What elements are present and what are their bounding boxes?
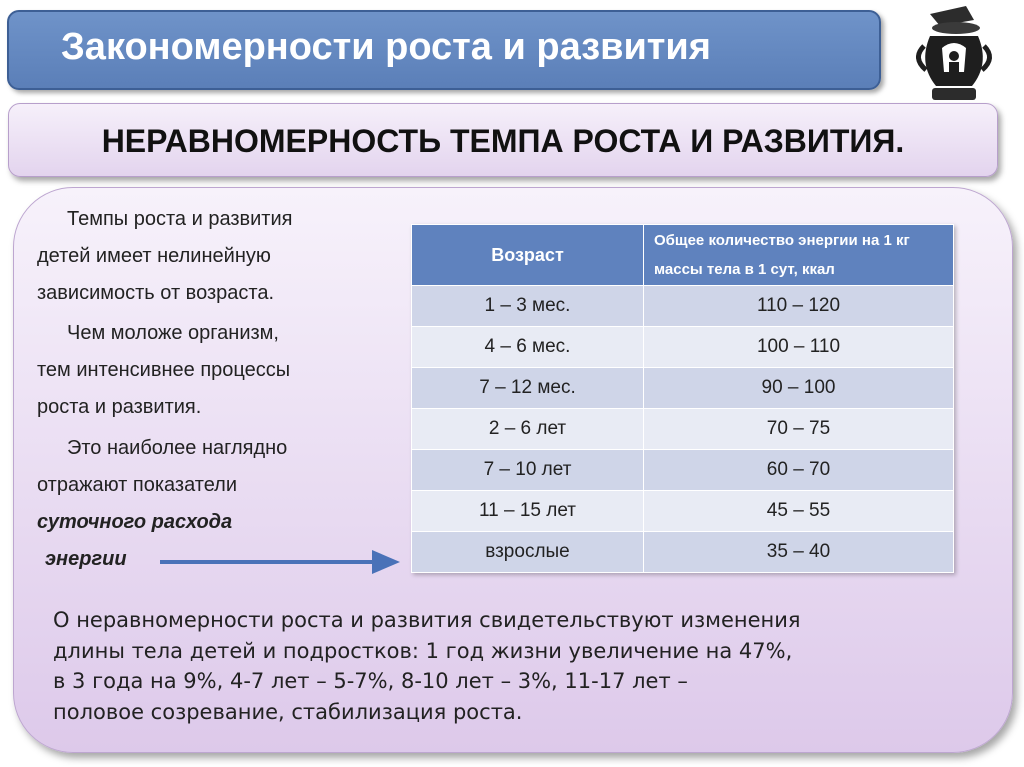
text-line: тем интенсивнее процессы (37, 359, 291, 381)
title-bar (7, 10, 881, 90)
table-row (412, 532, 954, 573)
cell-energy: 90 – 100 (644, 368, 954, 409)
text-line: зависимость от возраста. (37, 282, 275, 304)
page-title: Закономерности роста и развития (61, 26, 711, 68)
subtitle-banner (8, 103, 998, 177)
cell-energy: 70 – 75 (644, 409, 954, 450)
text-line: Темпы роста и развития (67, 208, 293, 230)
cell-energy: 100 – 110 (644, 327, 954, 368)
table-row (412, 327, 954, 368)
cell-age: 4 – 6 мес. (412, 327, 644, 368)
cell-age: 7 – 12 мес. (412, 368, 644, 409)
text-line: в 3 года на 9%, 4-7 лет – 5-7%, 8-10 лет – 3%, 11-17 лет – (53, 669, 688, 693)
cell-energy: 35 – 40 (644, 532, 954, 573)
growth-rate-paragraph (53, 605, 983, 727)
amphora-logo-icon (916, 6, 994, 102)
emphasis-line: суточного расхода (37, 511, 233, 533)
cell-age: 2 – 6 лет (412, 409, 644, 450)
subtitle: НЕРАВНОМЕРНОСТЬ ТЕМПА РОСТА И РАЗВИТИЯ. (101, 123, 905, 159)
energy-table (411, 224, 954, 573)
text-line: Чем моложе организм, (67, 322, 279, 344)
paragraph-younger (37, 315, 290, 426)
paragraph-nonlinear (37, 201, 292, 312)
header-energy: Общее количество энергии на 1 кг массы тела в 1 сут, ккал (644, 225, 954, 286)
text-line: Это наиболее наглядно (67, 437, 288, 459)
table-row (412, 409, 954, 450)
table-row (412, 491, 954, 532)
header-age: Возраст (412, 225, 644, 286)
text-line: роста и развития. (37, 396, 202, 418)
emphasis-line: энергии (45, 548, 127, 570)
text-line: половое созревание, стабилизация роста. (53, 699, 523, 724)
text-line: детей имеет нелинейную (37, 245, 271, 267)
cell-age: 1 – 3 мес. (412, 286, 644, 327)
text-line: О неравномерности роста и развития свидетельствуют изменения (53, 608, 801, 632)
cell-energy: 110 – 120 (644, 286, 954, 327)
table-row (412, 286, 954, 327)
cell-age: 11 – 15 лет (412, 491, 644, 532)
cell-age: 7 – 10 лет (412, 450, 644, 491)
text-line: отражают показатели (37, 474, 237, 496)
table-row (412, 450, 954, 491)
cell-energy: 45 – 55 (644, 491, 954, 532)
cell-energy: 60 – 70 (644, 450, 954, 491)
arrow-right-icon (160, 549, 400, 575)
table-header-row (412, 225, 954, 286)
text-line: длины тела детей и подростков: 1 год жизни увеличение на 47%, (53, 638, 793, 663)
cell-age: взрослые (412, 532, 644, 573)
table-row (412, 368, 954, 409)
